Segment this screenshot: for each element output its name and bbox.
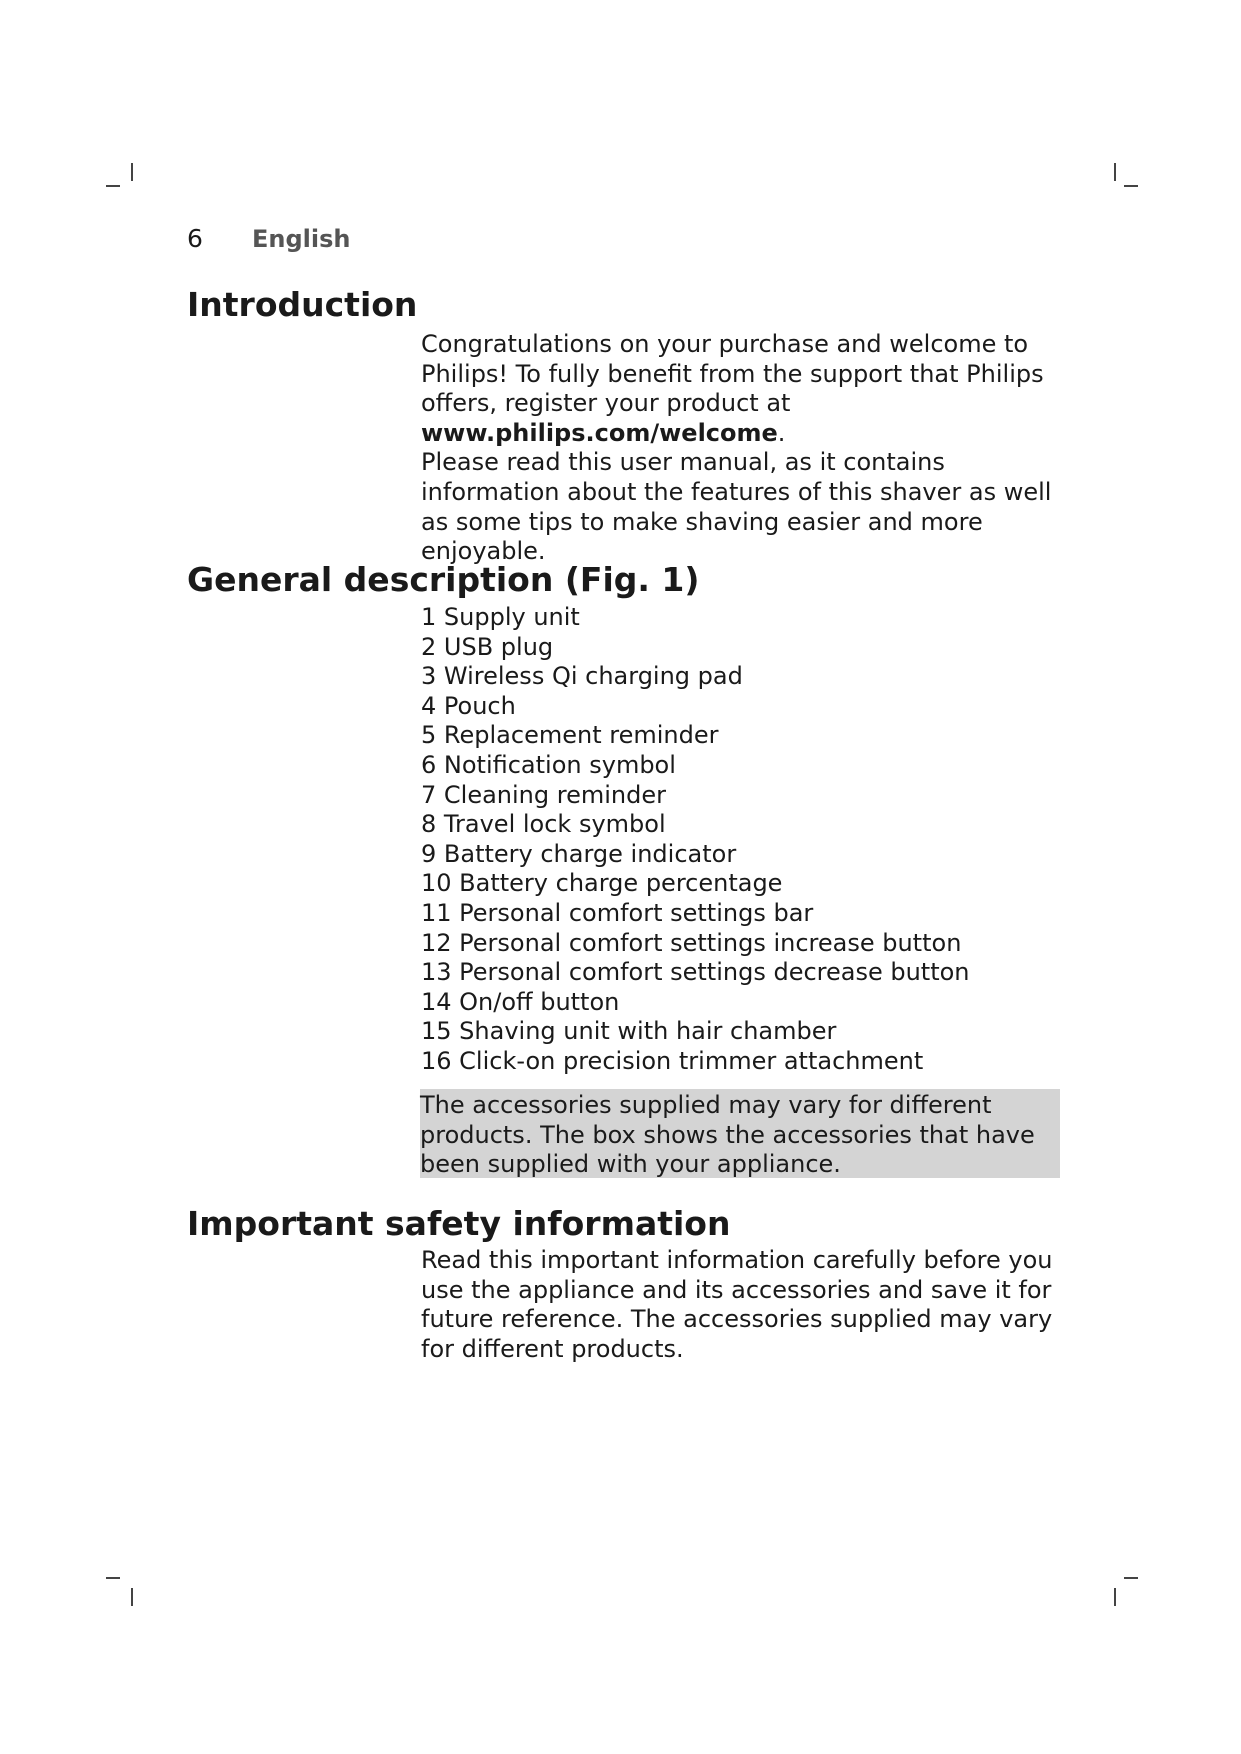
list-item: 11 Personal comfort settings bar xyxy=(421,898,814,927)
list-item: 15 Shaving unit with hair chamber xyxy=(421,1017,837,1046)
parts-list xyxy=(421,603,1071,1077)
safety-text: Read this important information carefully before you use the appliance and its accessories and save it for future reference. The accessories supplied may vary for different products. xyxy=(421,1246,1053,1363)
list-item: 12 Personal comfort settings increase button xyxy=(421,928,962,957)
crop-mark-top-left-h xyxy=(106,185,120,187)
list-item: 9 Battery charge indicator xyxy=(421,839,737,868)
list-item: 6 Notification symbol xyxy=(421,750,676,779)
page-number: 6 xyxy=(187,224,203,253)
safety-body xyxy=(421,1246,1071,1364)
list-item: 2 USB plug xyxy=(421,632,554,661)
list-item: 8 Travel lock symbol xyxy=(421,810,666,839)
safety-heading: Important safety information xyxy=(187,1204,731,1243)
list-item: 4 Pouch xyxy=(421,691,516,720)
list-item: 1 Supply unit xyxy=(421,603,580,631)
url-period: . xyxy=(777,418,786,447)
list-item: 16 Click-on precision trimmer attachment xyxy=(421,1046,924,1075)
language-label: English xyxy=(252,225,351,253)
introduction-paragraph-1 xyxy=(421,330,1071,448)
crop-mark-bottom-left-h xyxy=(106,1577,120,1579)
accessories-note xyxy=(420,1089,1060,1178)
welcome-url: www.philips.com/welcome xyxy=(421,418,778,447)
crop-mark-bottom-right-v xyxy=(1114,1588,1116,1606)
introduction-body xyxy=(421,330,1071,567)
list-item: 3 Wireless Qi charging pad xyxy=(421,662,743,691)
introduction-heading: Introduction xyxy=(187,285,418,324)
crop-mark-top-right-v xyxy=(1114,163,1116,181)
crop-mark-bottom-right-h xyxy=(1124,1577,1138,1579)
list-item: 10 Battery charge percentage xyxy=(421,869,783,898)
crop-mark-top-right-h xyxy=(1124,185,1138,187)
list-item: 14 On/off button xyxy=(421,987,620,1016)
accessories-note-text: The accessories supplied may vary for different products. The box shows the accessories that have been supplied with your appliance. xyxy=(420,1091,1035,1179)
running-header xyxy=(187,224,350,254)
list-item: 5 Replacement reminder xyxy=(421,721,719,750)
list-item: 13 Personal comfort settings decrease button xyxy=(421,958,970,987)
list-item: 7 Cleaning reminder xyxy=(421,780,666,809)
introduction-paragraph-2: Please read this user manual, as it contains information about the features of this shaver as well as some tips to make shaving easier and more enjoyable. xyxy=(421,448,1052,566)
crop-mark-top-left-v xyxy=(131,163,133,181)
introduction-text: Congratulations on your purchase and welcome to Philips! To fully benefit from the support that Philips offers, register your product at xyxy=(421,330,1044,418)
general-description-heading: General description (Fig. 1) xyxy=(187,560,700,599)
parts-list-block xyxy=(421,603,1071,1077)
crop-mark-bottom-left-v xyxy=(131,1588,133,1606)
